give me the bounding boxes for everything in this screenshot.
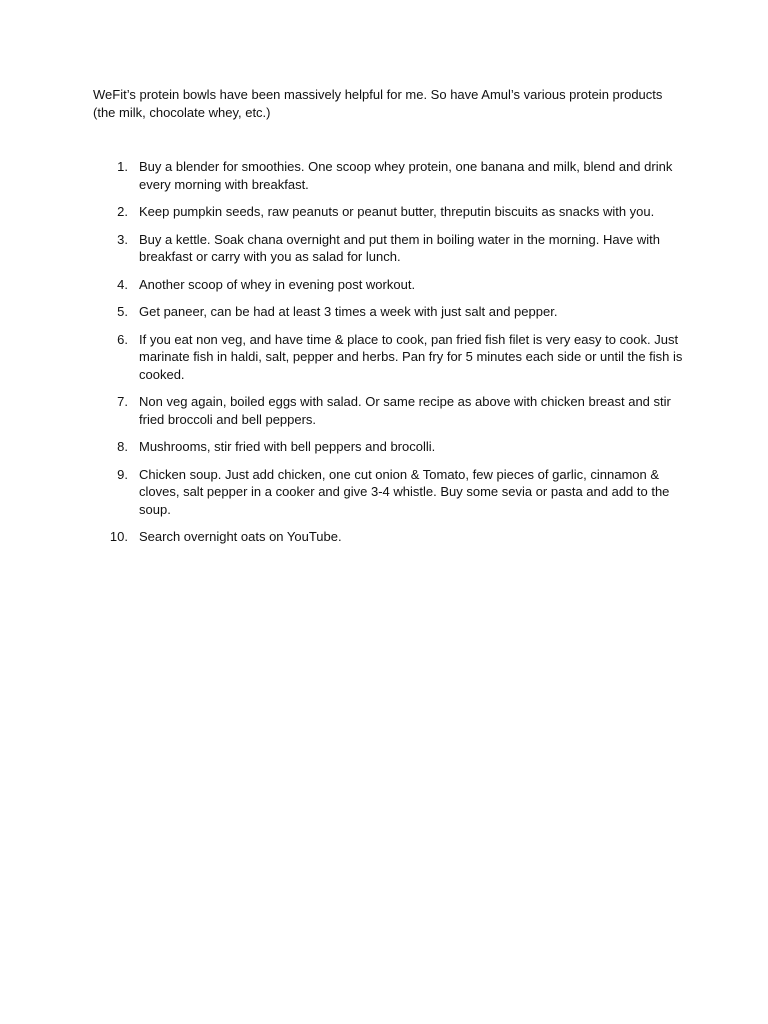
list-item xyxy=(93,231,683,266)
list-item-number: 4. xyxy=(117,276,128,292)
list-item xyxy=(93,438,683,456)
list-item-number: 2. xyxy=(117,204,128,219)
list-item-text: Keep pumpkin seeds, raw peanuts or peanut butter, threputin biscuits as snacks with you. xyxy=(139,204,655,219)
list-item xyxy=(93,393,683,428)
list-item-text: Mushrooms, stir fried with bell peppers and brocolli. xyxy=(139,439,436,454)
list-item xyxy=(93,276,683,294)
list-item-number: 9. xyxy=(117,466,128,482)
list-item-text: Buy a blender for smoothies. One scoop whey protein, one banana and milk, blend and drink every morning with breakfast. xyxy=(139,159,673,192)
list-item-number: 7. xyxy=(117,394,128,409)
list-item-text: Search overnight oats on YouTube. xyxy=(139,529,342,544)
list-item xyxy=(93,303,683,321)
list-item xyxy=(93,203,683,221)
list-item xyxy=(93,466,683,519)
list-item-text: Non veg again, boiled eggs with salad. Or same recipe as above with chicken breast and stir fried broccoli and bell peppers. xyxy=(139,394,671,427)
list-item-number: 5. xyxy=(117,304,128,319)
list-item-number: 6. xyxy=(117,331,128,347)
list-item-number: 8. xyxy=(117,439,128,454)
list-item-number: 1. xyxy=(117,159,128,174)
list-item-number: 10. xyxy=(109,529,128,544)
list-item-number: 3. xyxy=(117,231,128,247)
numbered-list xyxy=(93,158,683,556)
list-item xyxy=(93,528,683,546)
list-item-text: If you eat non veg, and have time & place to cook, pan fried fish filet is very easy to cook. Just marinate fish in haldi, salt, pepper and herbs. Pan fry for 5 minutes each side or until the fish is cooked. xyxy=(139,331,683,382)
list-item-text: Get paneer, can be had at least 3 times a week with just salt and pepper. xyxy=(139,304,558,319)
list-item-text: Buy a kettle. Soak chana overnight and put them in boiling water in the morning. Have with breakfast or carry with you as salad for lunch. xyxy=(139,231,661,264)
list-item xyxy=(93,331,683,384)
list-item xyxy=(93,158,683,193)
intro-paragraph: WeFit’s protein bowls have been massively helpful for me. So have Amul’s various protein products (the milk, chocolate whey, etc.) xyxy=(93,87,663,120)
list-item-text: Chicken soup. Just add chicken, one cut onion & Tomato, few pieces of garlic, cinnamon & cloves, salt pepper in a cooker and give 3-4 whistle. Buy some sevia or pasta and add to the soup. xyxy=(139,466,670,517)
list-item-text: Another scoop of whey in evening post workout. xyxy=(139,276,416,292)
